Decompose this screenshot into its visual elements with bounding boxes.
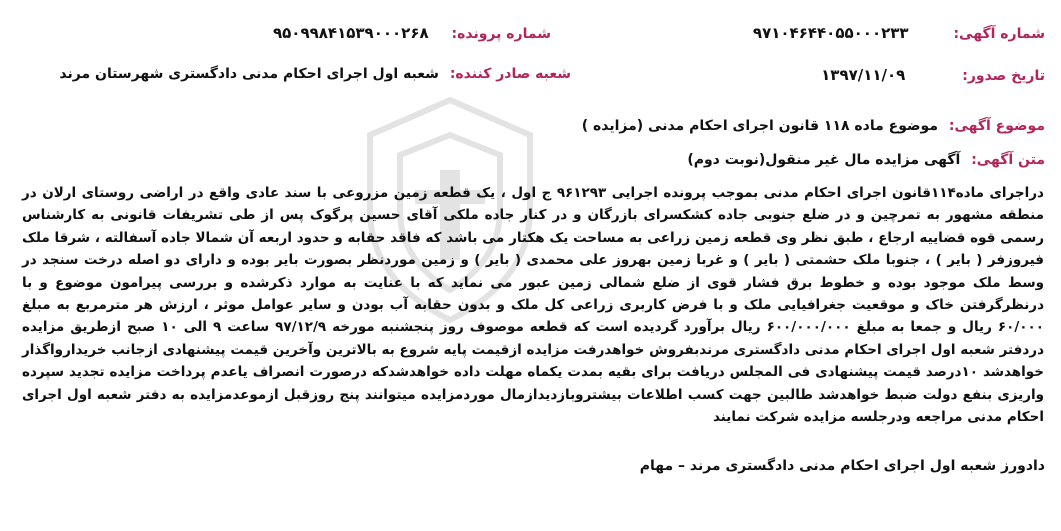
text-title-row <box>687 152 1045 168</box>
text-label: متن آگهی: <box>971 152 1045 168</box>
case-number-label: شماره پرونده: <box>451 26 551 42</box>
notice-number-row <box>753 24 1045 42</box>
issue-date-value: ۱۳۹۷/۱۱/۰۹ <box>821 66 906 84</box>
subject-value: موضوع ماده ۱۱۸ قانون اجرای احکام مدنی (مزایده ) <box>581 118 938 134</box>
signature: دادورز شعبه اول اجرای احکام مدنی دادگستری مرند – مهام <box>639 458 1045 474</box>
case-number-row <box>273 24 551 42</box>
notice-number-value: ۹۷۱۰۴۶۴۴۰۵۵۰۰۰۲۳۳ <box>752 24 909 42</box>
issue-date-label: تاریخ صدور: <box>962 68 1045 84</box>
subject-label: موضوع آگهی: <box>948 118 1045 134</box>
notice-body-text: دراجرای ماده۱۱۴قانون اجرای احکام مدنی بموجب پرونده اجرایی ۹۶۱۲۹۳ ج اول ، یک قطعه زمین مزروعی با سند عادی واقع در اراضی روستای ارلان در منطقه مشهور به تمرچین و در ضلع جنوبی جاده کشکسرای بازرگان و در کنار جاده ملکی آقای حسین پرگوک پس از طی تشریفات قانونی به کارشناس رسمی قوه قضاییه ارجاع ، طبق نظر وی قطعه زمین زراعی به مساحت یک هکتار می باشد که فاقد حقابه و حدود اربعه آن شمالا جاده آسفالته ، شرقا ملک فیروزفر ( بایر ) ، جنوبا ملک حشمتی ( بایر ) و غربا زمین بهروز علی محمدی ( بایر ) و زمین موردنظر بصورت بایر بوده و دارای دو اصله درخت سنجد در وسط ملک موجود بوده و خطوط برق فشار قوی از ضلع شمالی زمین عبور می نماید که با عنایت به موارد ذکرشده و بررسی پیرامون موضوع و با درنظرگرفتن خاک و موقعیت جغرافیایی ملک و با فرض کاربری زراعی کل ملک و بدون حقابه آب بودن و سایر عوامل موثر ، ارزش هر مترمربع به مبلغ ۶۰/۰۰۰ ریال و جمعا به مبلغ ۶۰۰/۰۰۰/۰۰۰ ریال برآورد گردیده است که قطعه موصوف روز پنجشنبه مورخه ۹۷/۱۲/۹ ساعت ۹ الی ۱۰ صبح ازطریق مزایده دردفتر شعبه اول اجرای احکام مدنی دادگستری مرندبفروش خواهدرفت مزایده ازقیمت پایه شروع به بالاترین وآخرین قیمت پیشنهادی ازجانب خریدارواگذار خواهدشد ۱۰درصد قیمت پیشنهادی فی المجلس دریافت برای بقیه بمدت یکماه مهلت داده خواهدشدکه درصورت انصراف یاعدم پرداخت مزایده تجدید سپرده واریزی بنفع دولت ضبط خواهدشد طالبین جهت کسب اطلاعات بیشتروبازدیدازمال موردمزایده میتوانند پنج روزقبل ازموعدمزایده به دفتر شعبه اول اجرای احکام مدنی مراجعه ودرجلسه مزایده شرکت نمایند <box>22 185 1044 426</box>
issuing-branch-label: شعبه صادر کننده: <box>449 66 571 82</box>
issuing-branch-row <box>59 66 571 82</box>
case-number-value: ۹۵۰۹۹۸۴۱۵۳۹۰۰۰۲۶۸ <box>273 24 429 42</box>
issue-date-row <box>821 66 1045 84</box>
notice-number-label: شماره آگهی: <box>953 26 1045 42</box>
subject-row <box>582 118 1045 134</box>
text-title: آگهی مزایده مال غیر منقول(نوبت دوم) <box>687 152 961 168</box>
issuing-branch-value: شعبه اول اجرای احکام مدنی دادگستری شهرستان مرند <box>59 66 439 82</box>
